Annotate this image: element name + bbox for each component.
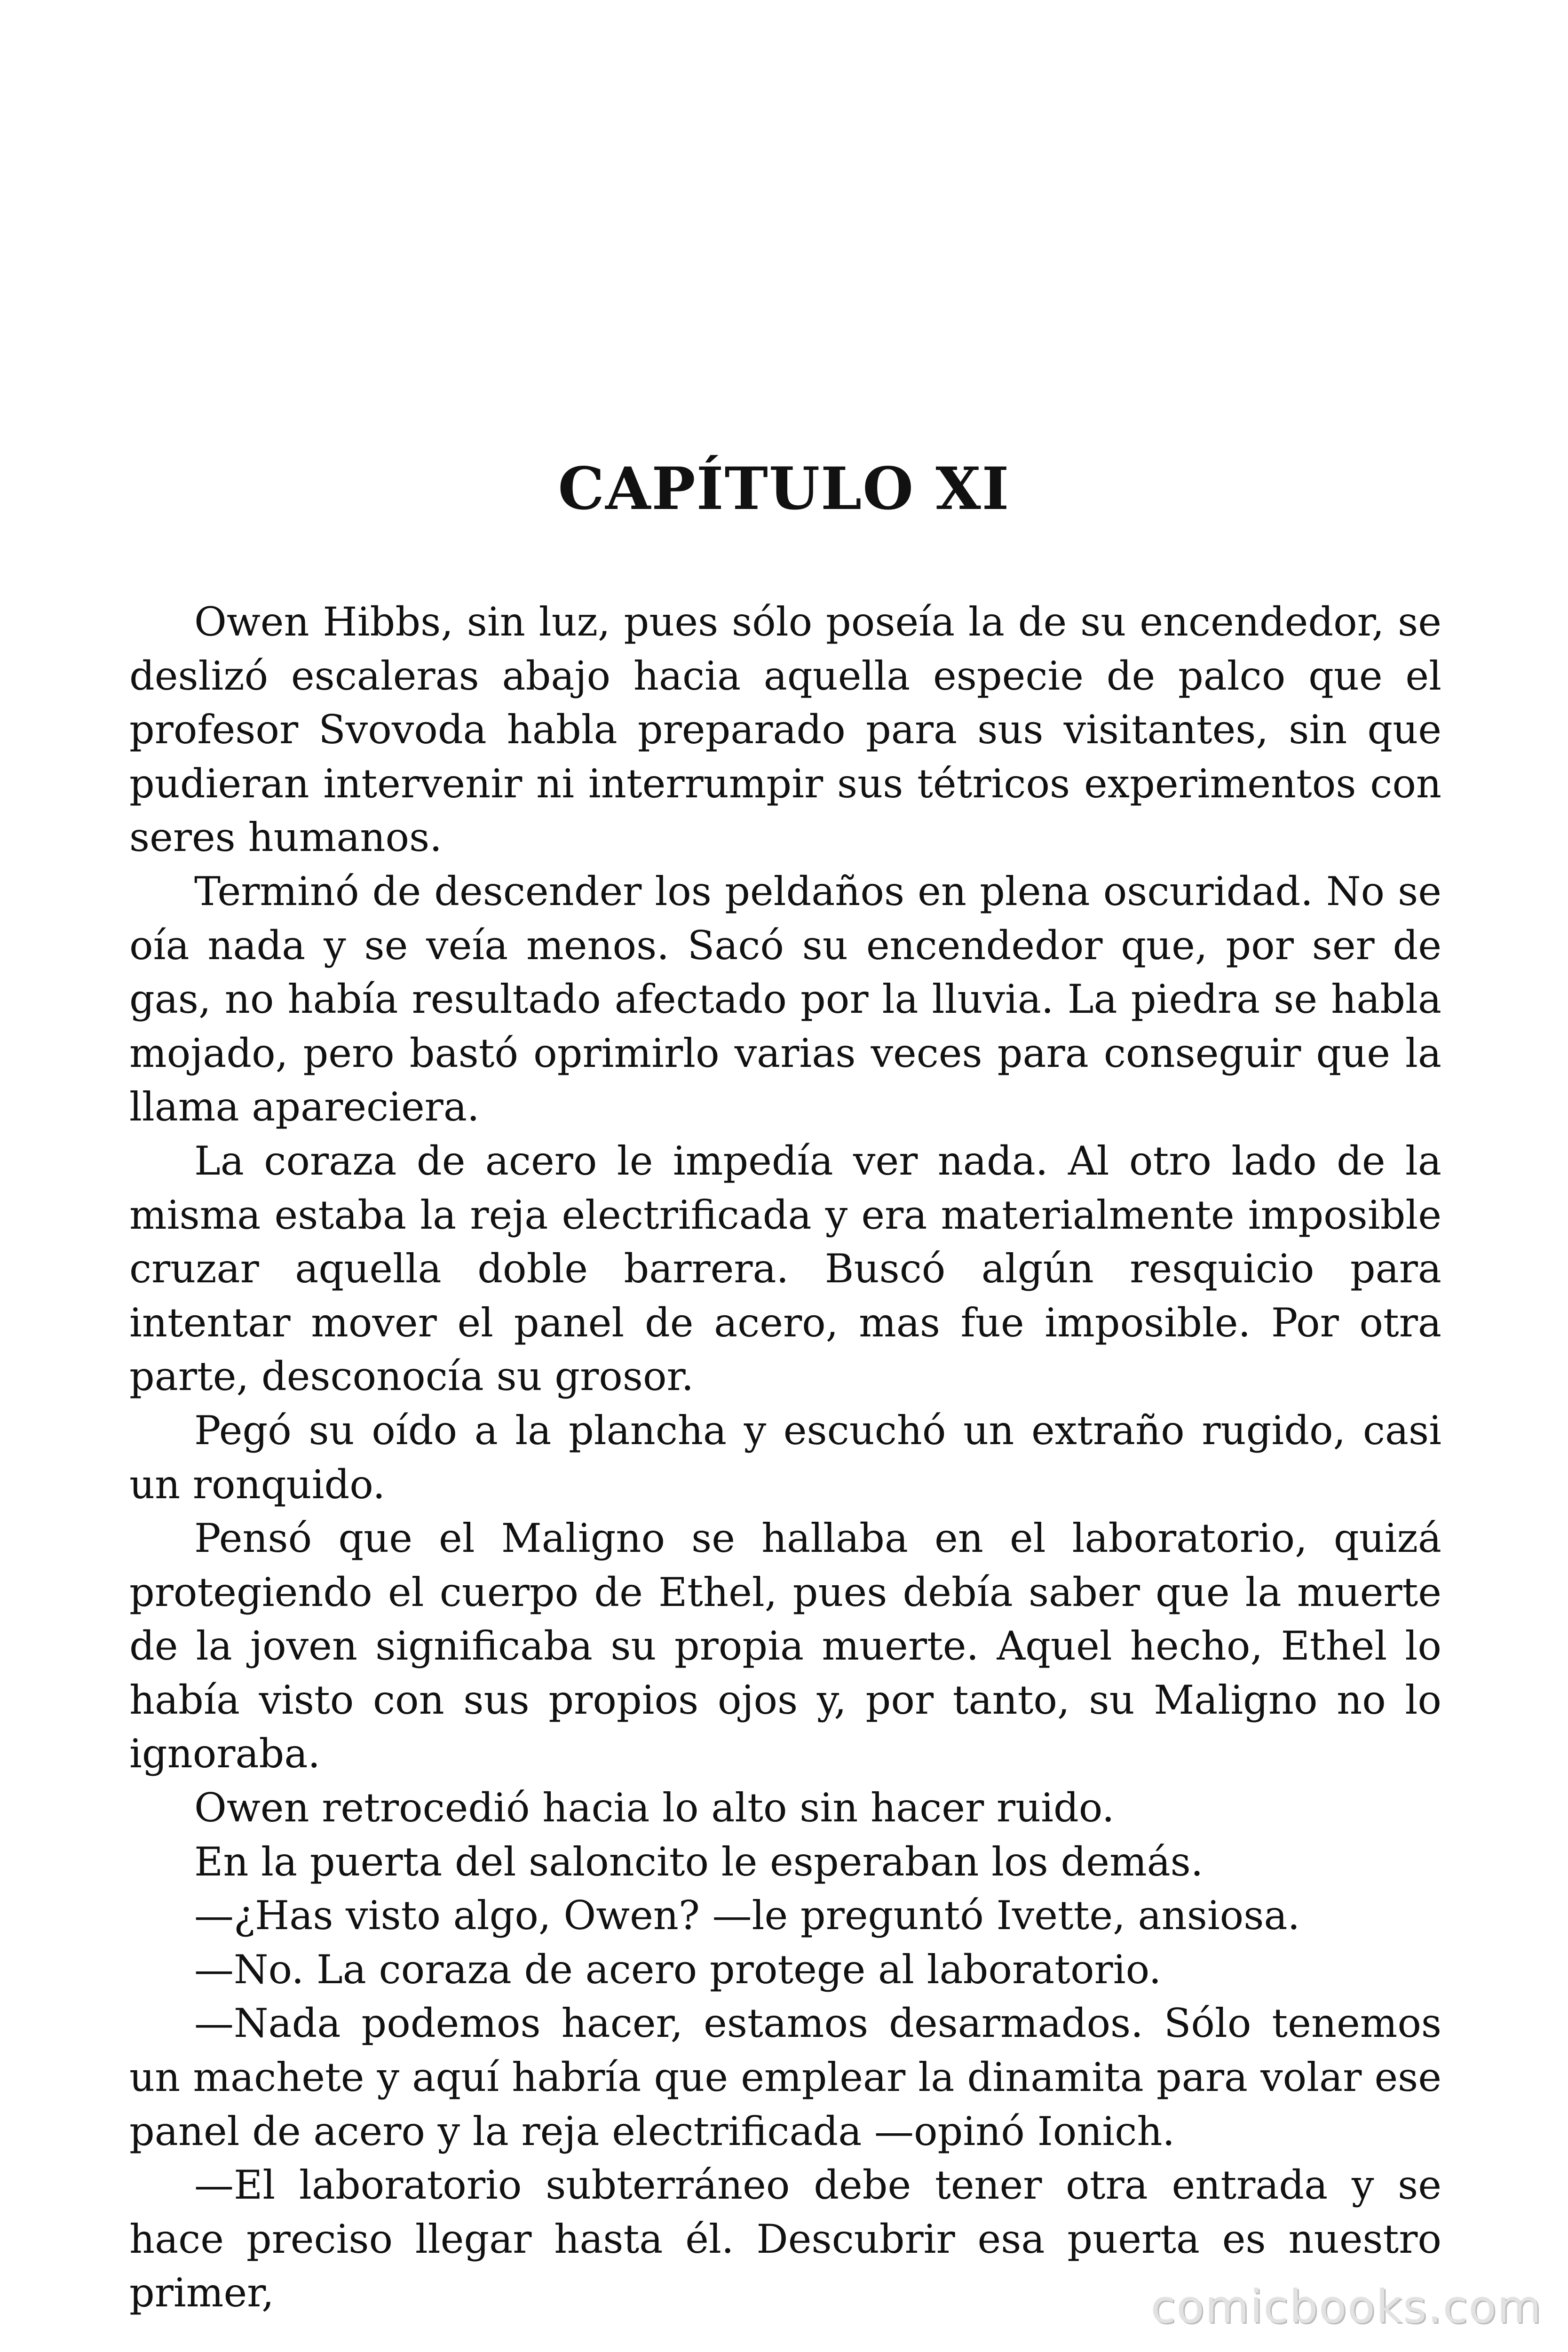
paragraph: Terminó de descender los peldaños en plena oscuridad. No se oía nada y se veía menos. Sacó su encendedor que, por ser de gas, no había resultado afectado por la lluvia. La piedra se habla mojado, pero bastó oprimirlo varias veces para conseguir que la llama apareciera. bbox=[129, 868, 1441, 1130]
paragraph-continued: —El laboratorio subterráneo debe tener otra entrada y se hace preciso llegar hasta él. Descubrir esa puerta es nuestro primer, bbox=[129, 2162, 1441, 2316]
chapter-body bbox=[129, 595, 1441, 2320]
paragraph: —Nada podemos hacer, estamos desarmados. Sólo tenemos un machete y aquí habría que emplear la dinamita para volar ese panel de acero y la reja electrificada —opinó Ionich. bbox=[129, 2000, 1441, 2154]
paragraph: —¿Has visto algo, Owen? —le preguntó Ivette, ansiosa. bbox=[194, 1892, 1300, 1939]
chapter-title: CAPÍTULO XI bbox=[558, 455, 1010, 523]
paragraph: En la puerta del saloncito le esperaban los demás. bbox=[194, 1838, 1204, 1885]
paragraph: —No. La coraza de acero protege al laboratorio. bbox=[194, 1946, 1162, 1993]
paragraph: Pensó que el Maligno se hallaba en el laboratorio, quizá protegiendo el cuerpo de Ethel, pues debía saber que la muerte de la joven significaba su propia muerte. Aquel hecho, Ethel lo había visto con sus propios ojos y, por tanto, su Maligno no lo ignoraba. bbox=[129, 1515, 1441, 1777]
paragraph: Pegó su oído a la plancha y escuchó un extraño rugido, casi un ronquido. bbox=[129, 1407, 1441, 1508]
watermark: comicbooks.com bbox=[1150, 2280, 1542, 2333]
paragraph: Owen retrocedió hacia lo alto sin hacer ruido. bbox=[194, 1785, 1115, 1831]
paragraph: Owen Hibbs, sin luz, pues sólo poseía la de su encendedor, se deslizó escaleras abajo hacia aquella especie de palco que el profesor Svovoda habla preparado para sus visitantes, sin que pudieran intervenir ni interrumpir sus tétricos experimentos con seres humanos. bbox=[129, 599, 1441, 861]
paragraph: La coraza de acero le impedía ver nada. Al otro lado de la misma estaba la reja electrificada y era materialmente imposible cruzar aquella doble barrera. Buscó algún resquicio para intentar mover el panel de acero, mas fue imposible. Por otra parte, desconocía su grosor. bbox=[129, 1137, 1441, 1400]
